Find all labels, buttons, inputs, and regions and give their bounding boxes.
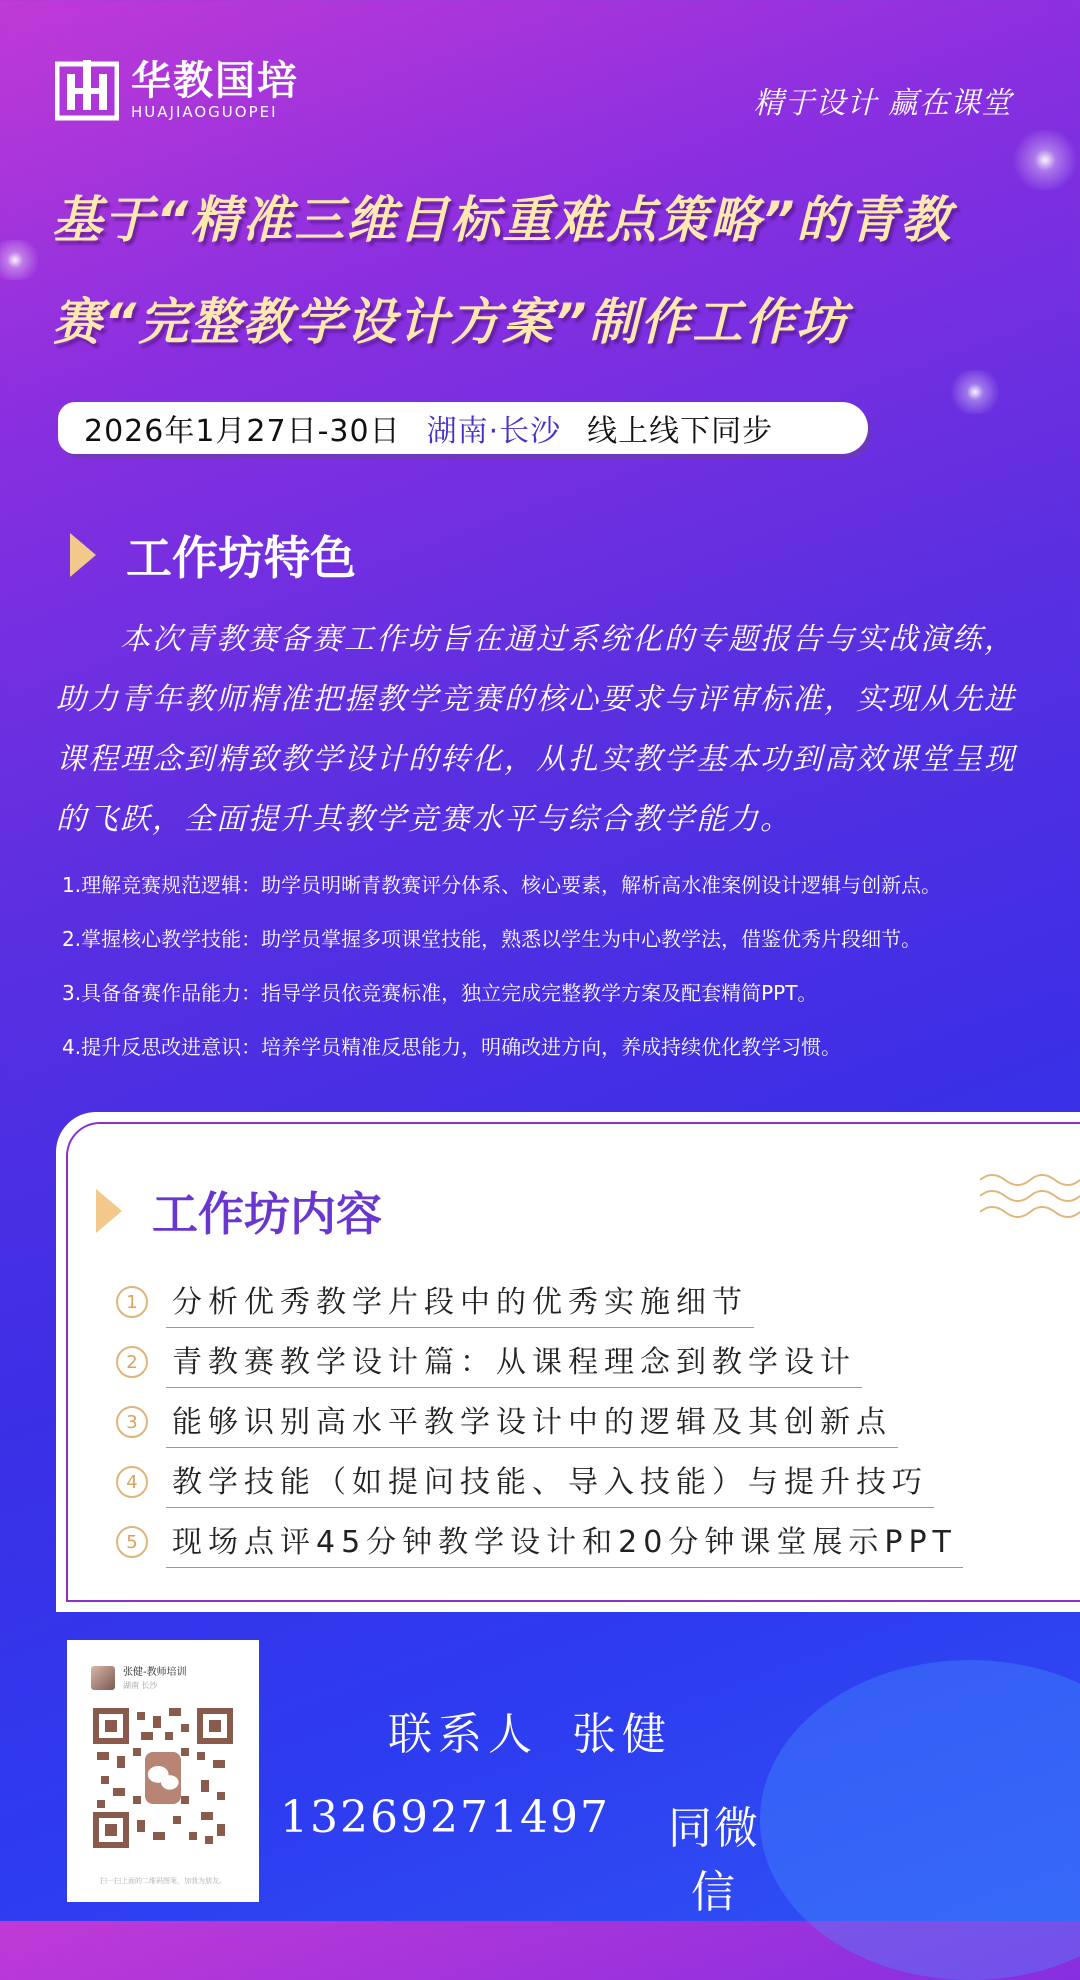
content-list [116, 1272, 996, 1572]
page-title-line2: 赛“完整教学设计方案”制作工作坊 [52, 293, 849, 351]
event-mode: 线上线下同步 [587, 414, 774, 449]
avatar [91, 1666, 115, 1690]
features-heading-label: 工作坊特色 [126, 531, 356, 585]
features-points [62, 870, 1072, 1086]
brand-name-en: HUAJIAOGUOPEI [131, 103, 278, 121]
list-item [116, 1392, 996, 1452]
wechat-qr-card[interactable] [67, 1640, 259, 1902]
brand-logo [55, 58, 299, 122]
list-item [116, 1512, 996, 1572]
features-heading [70, 522, 356, 588]
page-title-line1: 基于“精准三维目标重难点策略”的青教 [52, 191, 953, 249]
logo-mark-icon [55, 58, 119, 122]
triangle-bullet-icon [70, 533, 96, 577]
slogan: 精于设计 赢在课堂 [753, 86, 1012, 121]
list-item [116, 1272, 996, 1332]
item-text: 能够识别高水平教学设计中的逻辑及其创新点 [166, 1397, 898, 1448]
item-number: 2 [116, 1346, 148, 1378]
triangle-bullet-icon [96, 1189, 122, 1233]
contact-wechat-note: 同微信 [667, 1803, 760, 1918]
qr-footer-text: 扫一扫上面的二维码图案，加我为朋友。 [100, 1877, 226, 1885]
contact-phone[interactable]: 13269271497 [280, 1792, 610, 1843]
item-text: 青教赛教学设计篇：从课程理念到教学设计 [166, 1337, 862, 1388]
contact-name: 张健 [572, 1709, 672, 1760]
feature-point: 4.提升反思改进意识：培养学员精准反思能力，明确改进方向，养成持续优化教学习惯。 [62, 1035, 842, 1059]
item-text: 教学技能（如提问技能、导入技能）与提升技巧 [166, 1457, 934, 1508]
wave-decor-icon [980, 1168, 1080, 1228]
event-date: 2026年1月27日-30日 [84, 414, 401, 449]
qr-profile-name: 张健-教师培训 [123, 1667, 187, 1678]
feature-point: 1.理解竞赛规范逻辑：助学员明晰青教赛评分体系、核心要素，解析高水准案例设计逻辑与创新点。 [62, 873, 942, 897]
item-number: 4 [116, 1466, 148, 1498]
brand-name-cn: 华教国培 [131, 58, 299, 104]
feature-point: 2.掌握核心教学技能：助学员掌握多项课堂技能，熟悉以学生为中心教学法，借鉴优秀片段细节。 [62, 927, 922, 951]
qr-profile-region: 湖南 长沙 [123, 1681, 158, 1690]
item-number: 3 [116, 1406, 148, 1438]
features-intro [56, 610, 1046, 850]
content-heading-label: 工作坊内容 [152, 1187, 382, 1241]
sparkle-glow [0, 240, 50, 280]
qr-code-icon[interactable] [93, 1708, 233, 1848]
contact-label: 联系人 [388, 1709, 538, 1760]
content-card [56, 1112, 1080, 1612]
features-intro-text: 本次青教赛备赛工作坊旨在通过系统化的专题报告与实战演练，助力青年教师精准把握教学竞赛的核心要求与评审标准，实现从先进课程理念到精致教学设计的转化，从扎实教学基本功到高效课堂呈现的飞跃，全面提升其教学竞赛水平与综合教学能力。 [56, 622, 1016, 837]
content-heading [96, 1178, 382, 1244]
sparkle-glow [940, 370, 1010, 414]
list-item [116, 1452, 996, 1512]
contact-block [280, 1698, 780, 1920]
decor-blob [760, 1660, 1080, 1980]
list-item [116, 1332, 996, 1392]
item-number: 5 [116, 1526, 148, 1558]
event-info-pill [58, 402, 868, 454]
item-text: 现场点评45分钟教学设计和20分钟课堂展示PPT [166, 1517, 963, 1568]
qr-profile [91, 1666, 187, 1692]
feature-point: 3.具备备赛作品能力：指导学员依竞赛标准，独立完成完整教学方案及配套精简PPT。 [62, 981, 818, 1005]
item-text: 分析优秀教学片段中的优秀实施细节 [166, 1277, 754, 1328]
event-location: 湖南·长沙 [426, 414, 562, 449]
item-number: 1 [116, 1286, 148, 1318]
